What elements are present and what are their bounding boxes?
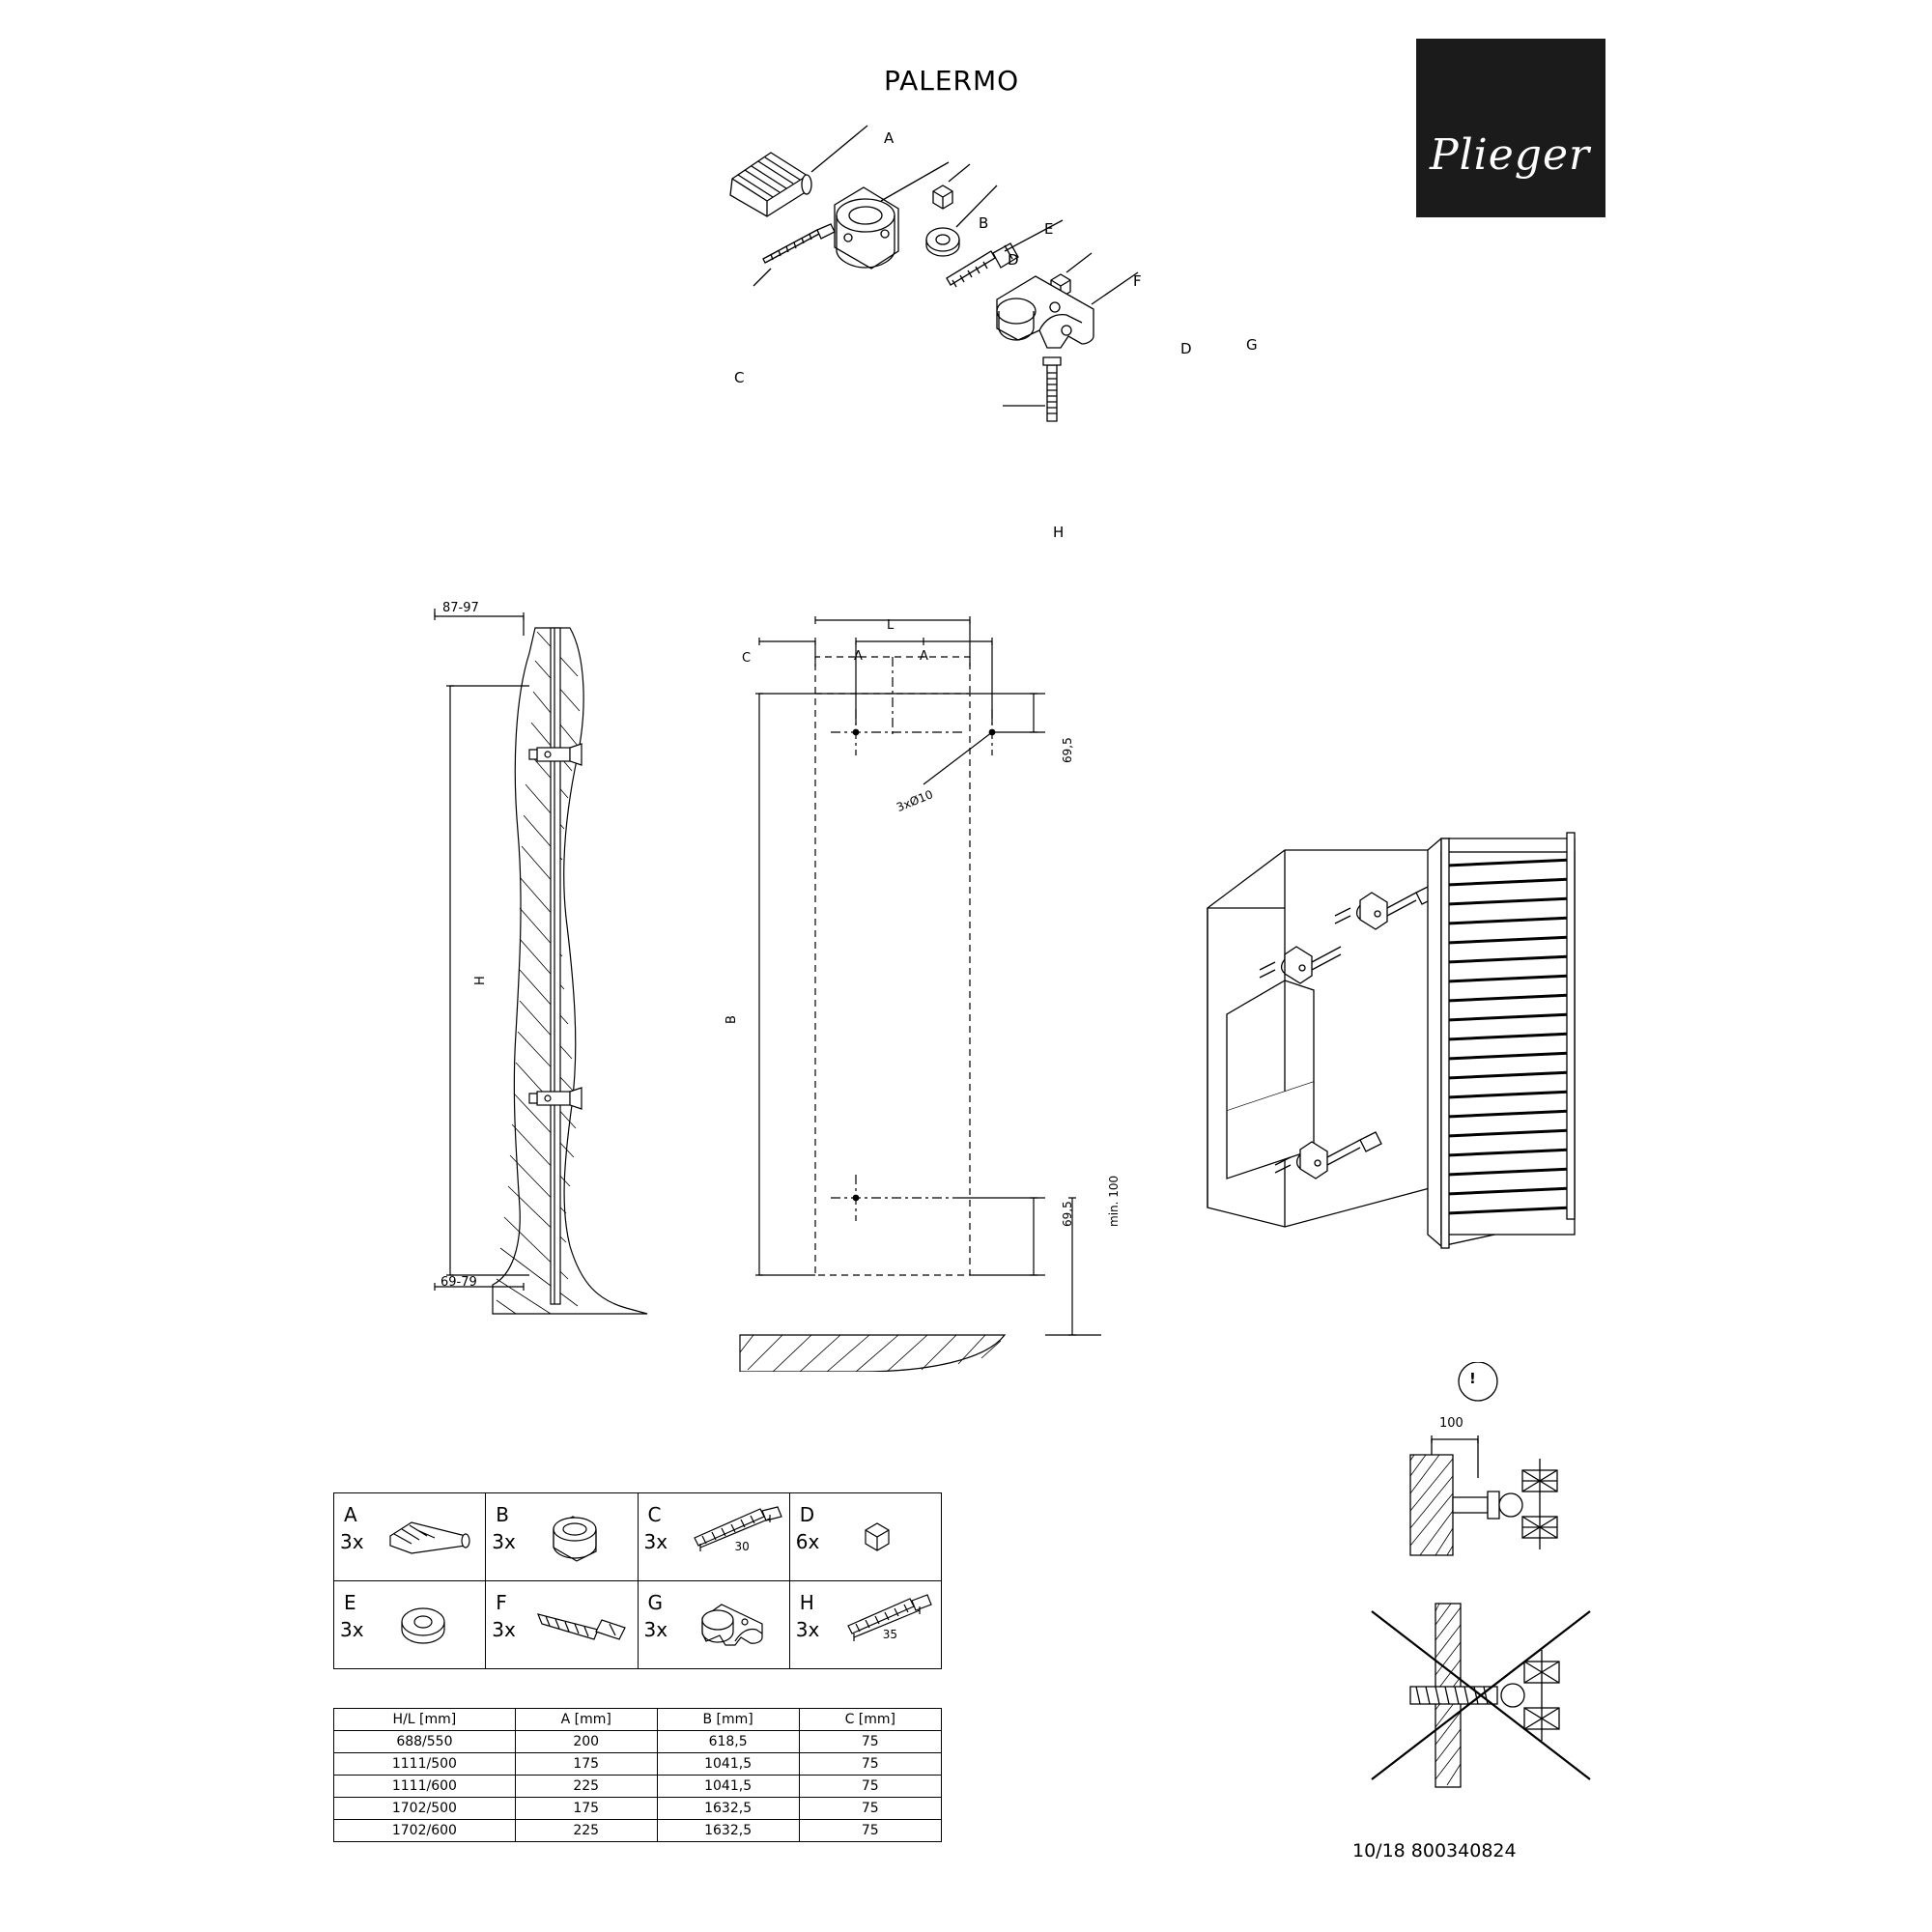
callout-e: E xyxy=(1044,220,1054,238)
dim-cell-a: 200 xyxy=(515,1731,657,1753)
installation-perspective-diagram xyxy=(1188,792,1594,1304)
drill-label-a-1: A xyxy=(854,649,863,664)
part-g-qty: 3x xyxy=(643,1618,668,1641)
part-h-note: 35 xyxy=(882,1628,898,1641)
part-d-id: D xyxy=(799,1503,815,1526)
drill-label-l: L xyxy=(887,618,895,633)
brand-logo xyxy=(1416,39,1605,217)
part-a-qty: 3x xyxy=(340,1530,364,1553)
dimension-table xyxy=(333,1708,942,1842)
part-b-qty: 3x xyxy=(492,1530,516,1553)
warning-dimension: 100 xyxy=(1439,1416,1463,1431)
part-b-id: B xyxy=(496,1503,509,1526)
warning-exclamation: ! xyxy=(1469,1370,1476,1387)
warning-detail-diagram xyxy=(1352,1362,1604,1575)
dim-cell-a: 175 xyxy=(515,1798,657,1820)
part-c-id: C xyxy=(647,1503,662,1526)
side-view-bottom-dimension: 69-79 xyxy=(440,1275,477,1290)
part-c-note: 30 xyxy=(734,1540,750,1553)
dim-header-b: B [mm] xyxy=(657,1709,799,1731)
exploded-assembly-diagram xyxy=(657,116,1275,541)
dim-header-hl: H/L [mm] xyxy=(334,1709,516,1731)
part-b-icon xyxy=(540,1511,627,1563)
drill-label-c: C xyxy=(742,651,752,666)
part-e-qty: 3x xyxy=(340,1618,364,1641)
part-a-icon xyxy=(383,1515,479,1559)
part-c-icon xyxy=(685,1505,789,1565)
dim-cell-a: 175 xyxy=(515,1753,657,1776)
part-c-qty: 3x xyxy=(643,1530,668,1553)
dim-cell-a: 225 xyxy=(515,1820,657,1842)
drill-min-note: min. 100 xyxy=(1107,1175,1121,1227)
part-d-qty: 6x xyxy=(795,1530,820,1553)
table-row xyxy=(334,1731,942,1753)
part-g-id: G xyxy=(647,1591,663,1614)
dim-cell-c: 75 xyxy=(799,1798,941,1820)
part-e-id: E xyxy=(344,1591,356,1614)
dim-cell-b: 618,5 xyxy=(657,1731,799,1753)
parts-legend-table xyxy=(333,1492,942,1669)
forbidden-detail-diagram xyxy=(1352,1594,1604,1797)
callout-b: B xyxy=(979,214,989,232)
part-f-id: F xyxy=(496,1591,507,1614)
drill-dim-top: 69,5 xyxy=(1061,737,1074,763)
dimension-table-header-row xyxy=(334,1709,942,1731)
callout-h: H xyxy=(1053,524,1065,541)
dim-cell-hl: 1111/600 xyxy=(334,1776,516,1798)
drill-label-a-2: A xyxy=(920,649,928,664)
dim-cell-c: 75 xyxy=(799,1820,941,1842)
table-row xyxy=(334,1820,942,1842)
table-row xyxy=(334,1798,942,1820)
dim-cell-hl: 1702/600 xyxy=(334,1820,516,1842)
dim-cell-c: 75 xyxy=(799,1731,941,1753)
part-h-id: H xyxy=(799,1591,814,1614)
part-a-id: A xyxy=(344,1503,357,1526)
dim-cell-hl: 1702/500 xyxy=(334,1798,516,1820)
dim-header-c: C [mm] xyxy=(799,1709,941,1731)
dim-cell-b: 1632,5 xyxy=(657,1798,799,1820)
part-f-qty: 3x xyxy=(492,1618,516,1641)
brand-logo-text: Plieger xyxy=(1430,130,1591,180)
dim-header-a: A [mm] xyxy=(515,1709,657,1731)
dim-cell-b: 1632,5 xyxy=(657,1820,799,1842)
callout-f: F xyxy=(1133,272,1142,290)
callout-a: A xyxy=(884,129,895,147)
dim-cell-hl: 688/550 xyxy=(334,1731,516,1753)
callout-c: C xyxy=(734,369,745,386)
part-h-qty: 3x xyxy=(795,1618,820,1641)
side-view-diagram xyxy=(415,609,734,1372)
callout-d-2: D xyxy=(1180,340,1192,357)
side-view-height-label: H xyxy=(473,976,488,985)
dim-cell-c: 75 xyxy=(799,1753,941,1776)
table-row xyxy=(334,1776,942,1798)
drill-hole-note: 3xØ10 xyxy=(895,787,935,814)
drill-label-b: B xyxy=(724,1015,739,1024)
part-f-icon xyxy=(530,1597,635,1653)
page-title: PALERMO xyxy=(884,65,1020,97)
part-g-icon xyxy=(693,1599,785,1653)
drill-dim-bottom: 69,5 xyxy=(1061,1201,1074,1227)
dim-cell-b: 1041,5 xyxy=(657,1753,799,1776)
callout-g: G xyxy=(1246,336,1258,354)
dim-cell-b: 1041,5 xyxy=(657,1776,799,1798)
part-e-icon xyxy=(394,1605,462,1651)
side-view-top-dimension: 87-97 xyxy=(442,601,479,615)
dim-cell-c: 75 xyxy=(799,1776,941,1798)
drill-pattern-diagram xyxy=(715,609,1140,1372)
dim-cell-hl: 1111/500 xyxy=(334,1753,516,1776)
dim-cell-a: 225 xyxy=(515,1776,657,1798)
part-d-icon xyxy=(854,1520,908,1559)
document-code: 10/18 800340824 xyxy=(1352,1840,1517,1861)
part-h-icon xyxy=(837,1593,941,1653)
callout-d-1: D xyxy=(1008,251,1019,269)
table-row xyxy=(334,1753,942,1776)
